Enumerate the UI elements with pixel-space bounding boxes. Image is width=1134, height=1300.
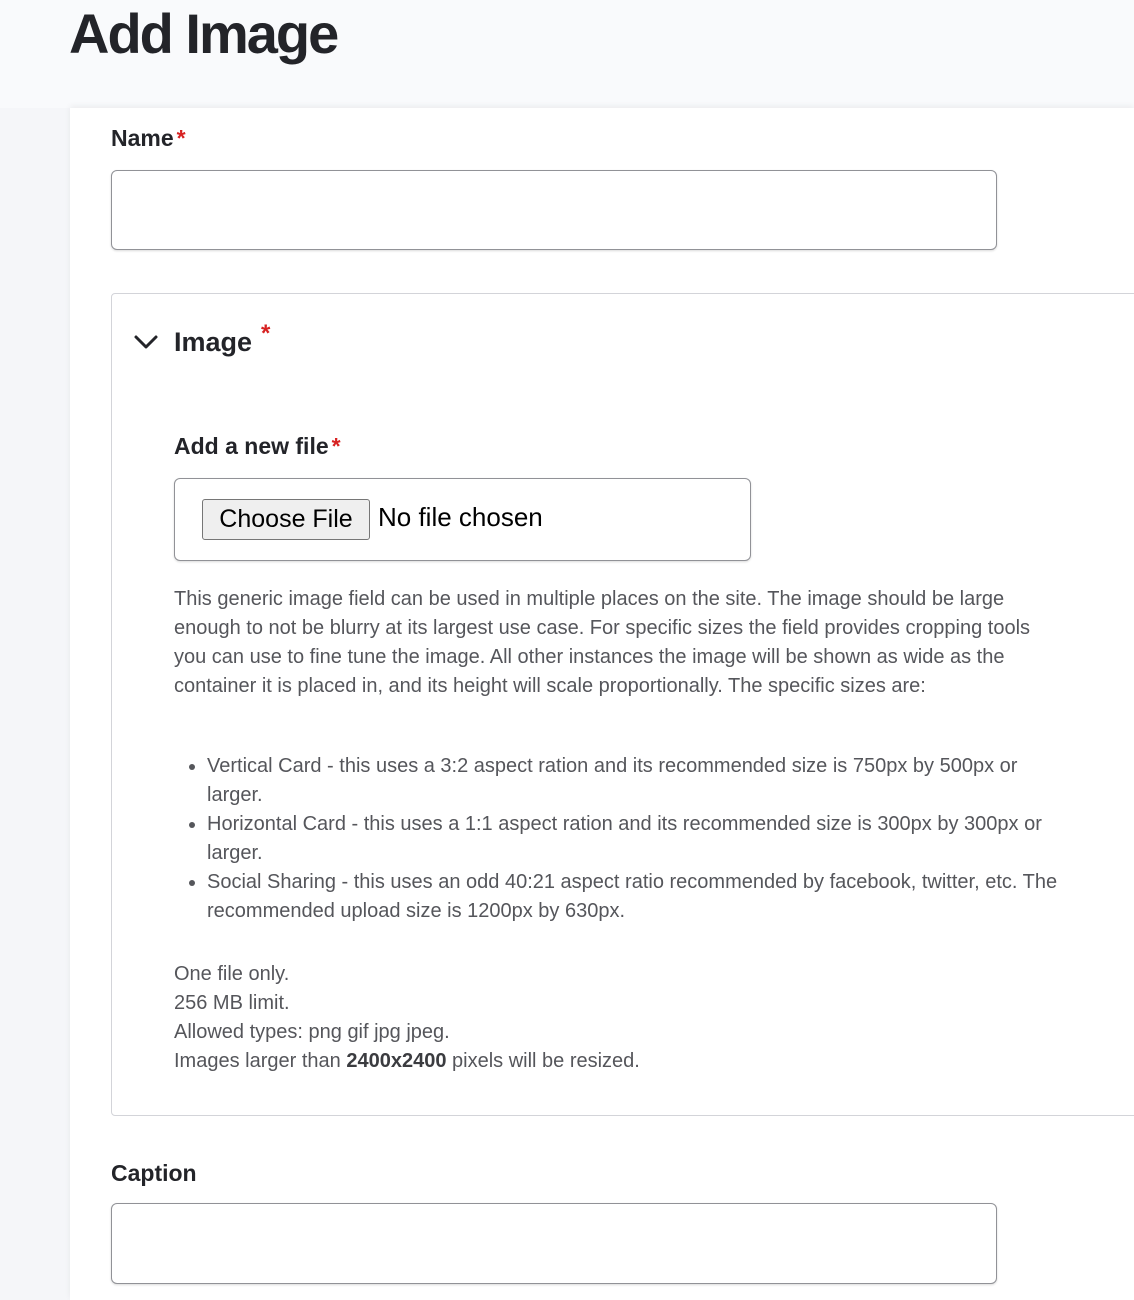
add-file-label-text: Add a new file	[174, 433, 329, 459]
resize-suffix: pixels will be resized.	[452, 1050, 640, 1072]
name-label	[111, 124, 186, 152]
allowed-types: Allowed types: png gif jpg jpeg.	[174, 1021, 450, 1043]
file-count-limit: One file only.	[174, 963, 290, 985]
image-details-summary[interactable]	[133, 322, 270, 362]
caption-input[interactable]	[111, 1203, 997, 1284]
add-file-label	[174, 432, 341, 460]
chevron-down-icon	[133, 329, 159, 355]
list-item: • Social Sharing - this uses an odd 40:21 aspect ratio recommended by facebook, twitter, etc. The recommended upload size is 1200px by 630px.	[207, 868, 1064, 926]
form-content	[70, 108, 1134, 1300]
resize-dimensions: 2400x2400	[346, 1050, 447, 1072]
image-description: This generic image field can be used in multiple places on the site. The image should be large enough to not be blurry at its largest use case. For specific sizes the field provides cropping tools you can use to fine tune the image. All other instances the image will be shown as wide as the container it is placed in, and its height will scale proportionally. The specific sizes are:	[174, 588, 1031, 697]
list-item: • Vertical Card - this uses a 3:2 aspect ration and its recommended size is 750px by 500px or larger.	[207, 752, 1064, 810]
resize-note	[174, 1047, 640, 1076]
choose-file-button[interactable]: Choose File	[202, 499, 370, 540]
list-item: • Horizontal Card - this uses a 1:1 aspect ration and its recommended size is 300px by 300px or larger.	[207, 810, 1064, 868]
page-header	[0, 0, 1134, 108]
file-status-text: No file chosen	[378, 502, 543, 532]
image-sizes-list	[174, 752, 1064, 926]
file-size-limit: 256 MB limit.	[174, 992, 290, 1014]
name-required-mark: *	[176, 125, 186, 151]
image-details-label: Image	[174, 326, 253, 357]
image-required-mark: *	[261, 320, 271, 347]
name-input[interactable]	[111, 170, 997, 250]
image-details	[111, 293, 1134, 1116]
name-label-text: Name	[111, 125, 174, 151]
upload-limits	[174, 960, 640, 1076]
add-file-required-mark: *	[331, 433, 341, 459]
caption-label: Caption	[111, 1160, 197, 1186]
file-upload-field[interactable]	[174, 478, 751, 561]
page-title: Add Image	[69, 2, 338, 65]
resize-prefix: Images larger than	[174, 1050, 341, 1072]
